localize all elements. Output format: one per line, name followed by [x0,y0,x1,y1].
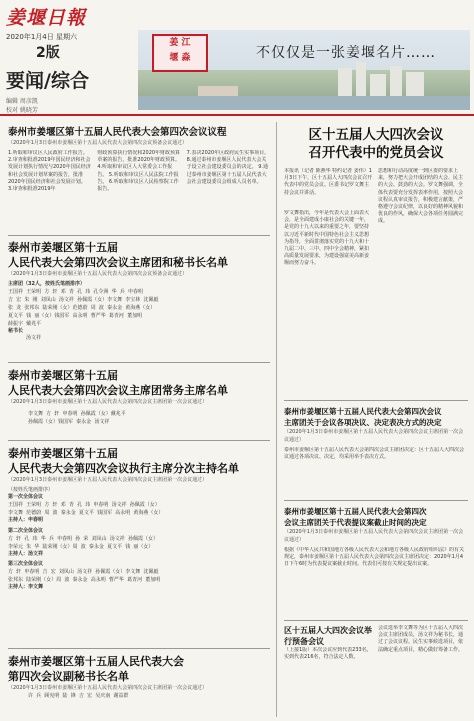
voting-body: 泰州市姜堰区第十五届人民代表大会第四次会议主席团决定：区十五届人大四次会议通过各项决议、决定，均采用举手表决方式。 [284,447,465,461]
executive-subtitle: （2020年1月3日泰州市姜堰区第十五届人民代表大会第四次会议主席团第一次会议通过） [8,477,208,483]
agenda-title: 泰州市姜堰区第十五届人民代表大会第四次会议议程 [8,127,227,138]
deputy-subtitle: （2020年1月3日泰州市姜堰区第十五届人民代表大会第四次会议主席团第一次会议通过） [8,685,208,691]
deputy-title-line1: 泰州市姜堰区第十五届人民代表大会 [8,655,184,668]
presidium-subtitle: （2020年1月3日泰州市姜堰区第十五届人民代表大会第四次会议预备会议通过） [8,271,188,277]
article-standing-chairs [8,368,270,426]
presidium-title-line2: 人民代表大会第四次会议主席团和秘书长名单 [8,256,228,269]
proofreader-name: 校对 姚晓芳 [6,107,38,114]
article-preparatory-meeting [284,625,468,713]
presidium-label: 主席团（32人，按姓氏笔画排序） [8,281,85,287]
voting-title-line2: 主席团关于会议各项决议、决定表决方式的决定 [284,418,442,427]
deadline-body: 根据《中华人民共和国地方各级人民代表大会和地方各级人民政府组织法》的有关规定，泰州市姜堰区第十五届人民代表大会第四次会议主席团决定：2020年1月4日下午6时为代表提议案截止时间。代表们可按有关规定提出议案。 [284,547,465,568]
deadline-title-line2: 会议主席团关于代表提议案截止时间的决定 [284,518,427,527]
session3-label: 第三次全体会议 [8,561,44,568]
party-body-col2: 思想和行动高度统一到区委的要求上来，努力把大会开成团结的大会、民主的大会、鼓劲的大会。罗文舞强调，全体代表要充分发挥表率作用，按照大会议程认真审议报告，积极建言献策，严格遵守会议纪律，以良好的精神风貌和优良的作风，确保大会各项任务圆满完成。 [378,168,464,225]
deadline-subtitle: （2020年1月3日泰州市姜堰区第十五届人民代表大会第四次会议主席团第一次会议通过） [284,529,464,543]
standing-subtitle: （2020年1月3日泰州市姜堰区第十五届人民代表大会第四次会议主席团第一次会议通过） [8,399,208,405]
session1-names: 王国祥 王荣明 方 轩 邓 青 孔 玮 申春明 汤文祥 孙佩霞（女） 李文舞 范德蔚 周 波 秦永金 夏文平 钱国军 高永明 黄海燕（女） [8,502,164,517]
masthead [6,3,130,114]
issue-weekday: 星期六 [55,33,77,41]
party-headline-line2: 召开代表中的党员会议 [308,145,444,161]
party-byline: 本报讯（记者 陈燕华 特约记者 姜伟）1月3日下午，区十五届人大四次会议召开代表中的党员会议。区委书记罗文舞主持会议并讲话。 [284,168,373,196]
edition-number: 2版 [36,45,60,61]
editors-credit [6,97,130,115]
agenda-col2: 财政预算执行情况和2020年财政预算草案的报告，批准2020年财政预算。 4.听取和审议区人大常委会工作报告。 5.听取和审议区人民法院工作报告。 6.听取和审议区人民检察院工作报告。 [97,150,181,193]
party-headline-line1: 区十五届人大四次会议 [308,127,444,143]
executive-note: （按姓氏笔画排序） [8,487,54,493]
deputy-names: 许 兵 顾宪明 陆 锋 吉 宏 吴庆南 谢益群 [28,693,129,699]
article-agenda [8,126,270,234]
session3-host: 主持人：李文舞 [8,584,44,591]
secretary-general-name: 汤文祥 [26,335,42,342]
session2-names: 方 轩 孔 玮 华 兵 申春明 孙 荣 刘凤山 汤文祥 孙佩霞（女） 李荣元 朱 华 陆荣刚（女）周 波 秦永金 夏文平 钱 丽（女） [8,535,158,550]
newspaper-title: 姜堰日報 [6,7,87,29]
deadline-title-line1: 泰州市姜堰区第十五届人民代表大会第四次 [284,507,427,516]
session2-host: 主持人：汤文祥 [8,550,44,557]
party-body-col1: 罗文舞指出，今年是代表大会上面表大会，是全面建成小康社会的关键一年，是党的十九大以来的重要之年，要坚持以习近平新时代中国特色社会主义思想为指导，全面贯彻落实党的十九大和十九届二中、三中、四中全会精神，紧扣高质量发展要求，为建设强富美高新姜堰而努力奋斗。 [284,210,370,267]
preparatory-byline: （上接1版）本次会议应到代表233名，实到代表216名，符合法定人数。 [284,647,372,661]
article-voting-decision [284,406,468,477]
header-rule [0,114,474,116]
session1-host: 主持人：申春明 [8,517,44,524]
standing-title-line1: 泰州市姜堰区第十五届 [8,369,118,382]
article-deputy-secretaries [8,654,270,700]
presidium-title-line1: 泰州市姜堰区第十五届 [8,241,118,254]
editor-name: 编辑 周彦凯 [6,98,38,105]
article-deadline-decision [284,506,468,591]
article-executive-chairs [8,446,270,591]
agenda-col1: 1.听取和审议区人民政府工作报告。 2.审查和批准2019年国民经济和社会发展计划执行情况与2020年国民经济和社会发展计划草案的报告，批准2020年国民经济和社会发展计划。 3.审查和批准2019年 [8,150,91,193]
agenda-subtitle: （2020年1月3日泰州市姜堰区第十五届人民代表大会第四次会议预备会议通过） [8,140,188,146]
preparatory-body: 会议选举李文舞等为区十五届人大四次会议主席团成员，汤文祥为秘书长，通过了会议议程。民生实事候选项目，依法确定重点项目，精心做好筹备工作。 [378,625,464,653]
banner-ad [138,30,470,110]
section-title: 要闻/综合 [6,70,89,92]
article-party-member-meeting [284,126,468,368]
executive-title-line1: 泰州市姜堰区第十五届 [8,447,118,460]
session1-label: 第一次全体会议 [8,494,44,501]
banner-slogan: 不仅仅是一张姜堰名片…… [256,45,436,61]
standing-names: 李文舞 方 轩 申春明 孙佩霞（女）戴兆平 孙佩霞（女）钱国军 秦永金 汤文祥 [28,411,126,425]
article-presidium [8,240,270,343]
standing-title-line2: 人民代表大会第四次会议主席团常务主席名单 [8,384,228,397]
voting-subtitle: （2020年1月3日泰州市姜堰区第十五届人民代表大会第四次会议主席团第一次会议通过） [284,429,464,443]
executive-title-line2: 人民代表大会第四次会议执行主席分次主持名单 [8,462,239,475]
session2-label: 第二次全体会议 [8,527,44,534]
deputy-title-line2: 第四次会议副秘书长名单 [8,670,129,683]
agenda-col3: 7.表决2020年区政府民生实事项目。 8.通过泰州市姜堰区人民代表大会关于设立社会建设委员会的决定。 9.通过泰州市姜堰区第十五届人民代表大会社会建设委员会组成人员名单。 [186,150,270,185]
session3-names: 方 轩 申春明 吉 宏 刘凤山 汤文祥 孙佩霞（女）李文舞 沈佩毅 张邦东 陆荣刚（女）周 波 秦永金 高永明 曹严华 葛青河 董加明 [8,569,161,584]
preparatory-title: 区十五届人大四次会议举行预备会议 [284,626,372,646]
voting-title-line1: 泰州市姜堰区第十五届人民代表大会第四次会议 [284,407,442,416]
issue-date: 2020年1月4日 [6,33,54,41]
presidium-names: 王国祥 王荣明 方 轩 邓 青 孔 玮 孔令洲 华 兵 申春明 吉 宏 朱 刚 刘凤山 汤文祥 孙佩霞（女）李文舞 李宝林 沈佩毅 张 龙 张邦东 陆荣刚（女）范德蔚 周 波 秦永金 黄海燕（女） 夏文平 钱 丽（女）钱国军 高永明 曹严华 葛青河 董加明 薛振宇 戴兆平 [8,289,159,328]
banner-seal-logo: 姜 江 堰 淼 [152,34,208,72]
secretary-general-label: 秘书长 [8,328,24,335]
